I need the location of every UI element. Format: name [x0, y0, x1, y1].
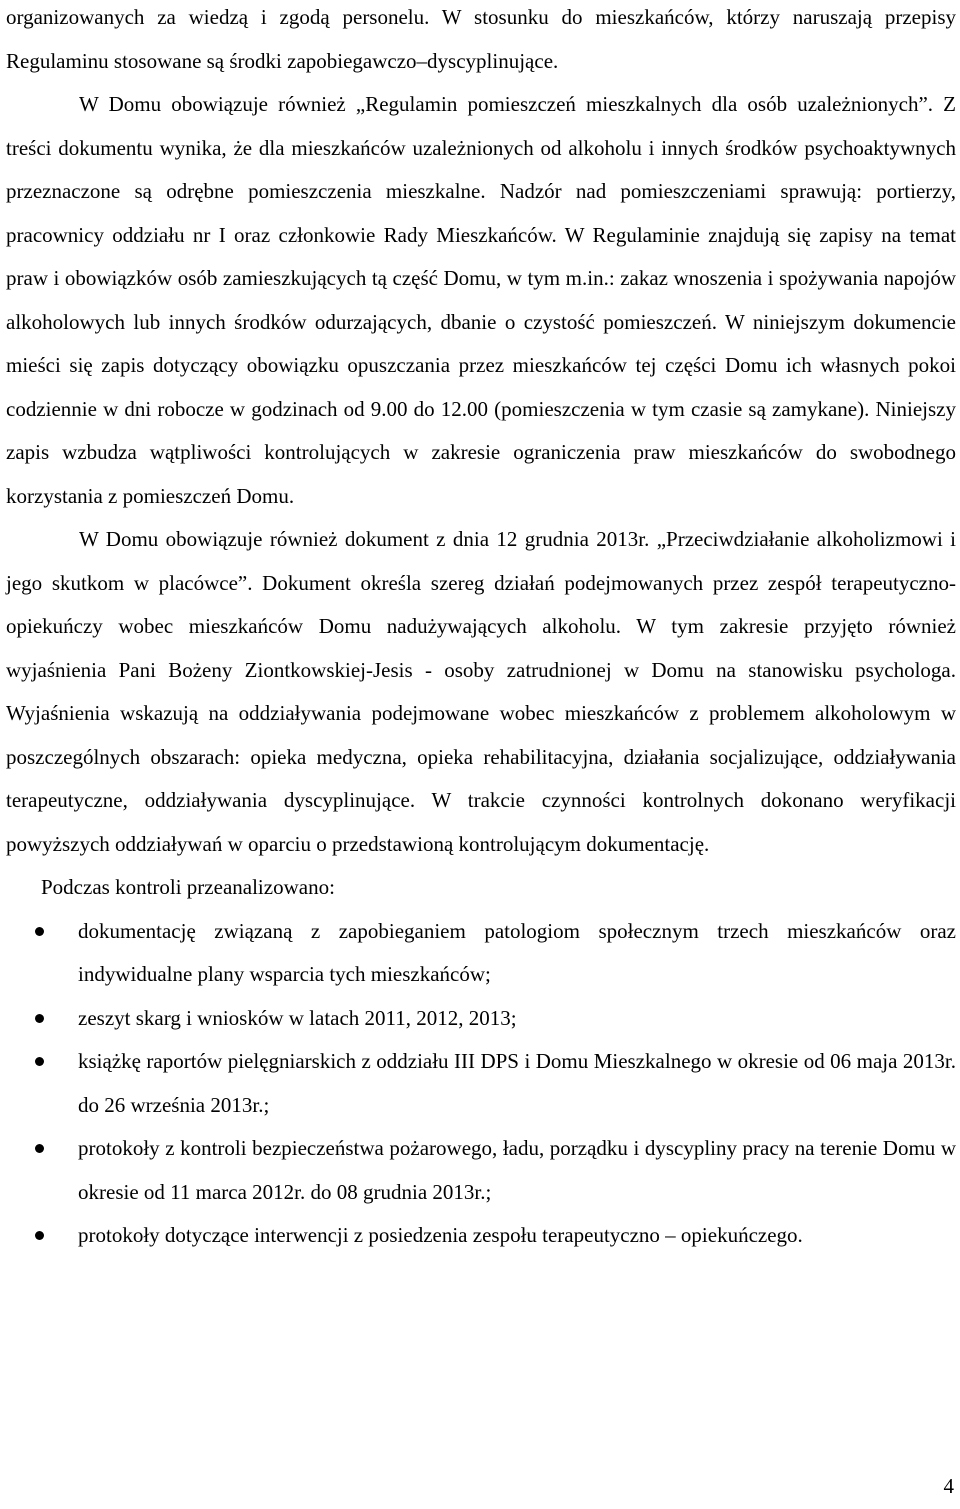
list-item-text: protokoły z kontroli bezpieczeństwa pożarowego, ładu, porządku i dyscypliny pracy na terenie Domu w okresie od 11 marca 2012r. do 08 grudnia 2013r.; [78, 1136, 956, 1204]
document-page [6, 0, 956, 1258]
list-item-text: zeszyt skarg i wniosków w latach 2011, 2012, 2013; [78, 1005, 517, 1030]
paragraph-3: W Domu obowiązuje również dokument z dnia 12 grudnia 2013r. „Przeciwdziałanie alkoholizmowi i jego skutkom w placówce”. Dokument określa szereg działań podejmowanych przez zespół terapeutyczno-opiekuńczy wobec mieszkańców Domu nadużywających alkoholu. W tym zakresie przyjęto również wyjaśnienia Pani Bożeny Ziontkowskiej-Jesis - osoby zatrudnionej w Domu na stanowisku psychologa. Wyjaśnienia wskazują na oddziaływania podejmowane wobec mieszkańców z problemem alkoholowym w poszczególnych obszarach: opieka medyczna, opieka rehabilitacyjna, działania socjalizujące, oddziaływania terapeutyczne, oddziaływania dyscyplinujące. W trakcie czynności kontrolnych dokonano weryfikacji powyższych oddziaływań w oparciu o przedstawioną kontrolującym dokumentację. [6, 527, 956, 856]
list-item [6, 1214, 956, 1258]
bullet-icon [35, 1014, 44, 1023]
analyzed-documents-list [6, 910, 956, 1258]
list-item [6, 1127, 956, 1214]
list-item-text: dokumentację związaną z zapobieganiem patologiom społecznym trzech mieszkańców oraz indywidualne plany wsparcia tych mieszkańców; [78, 918, 956, 986]
list-item [6, 997, 956, 1041]
list-intro: Podczas kontroli przeanalizowano: [41, 875, 335, 899]
page-number: 4 [943, 1474, 954, 1498]
bullet-icon [35, 927, 44, 936]
paragraph-1: organizowanych za wiedzą i zgodą personelu. W stosunku do mieszkańców, którzy naruszają przepisy Regulaminu stosowane są środki zapobiegawczo–dyscyplinujące. [6, 5, 956, 73]
bullet-icon [35, 1231, 44, 1240]
list-item [6, 910, 956, 997]
list-item [6, 1040, 956, 1127]
paragraph-2: W Domu obowiązuje również „Regulamin pomieszczeń mieszkalnych dla osób uzależnionych”. Z treści dokumentu wynika, że dla mieszkańców uzależnionych od alkoholu i innych środków psychoaktywnych przeznaczone są odrębne pomieszczenia mieszkalne. Nadzór nad pomieszczeniami sprawują: portierzy, pracownicy oddziału nr I oraz członkowie Rady Mieszkańców. W Regulaminie znajdują się zapisy na temat praw i obowiązków osób zamieszkujących tą część Domu, w tym m.in.: zakaz wnoszenia i spożywania napojów alkoholowych lub innych środków odurzających, dbanie o czystość pomieszczeń. W niniejszym dokumencie mieści się zapis dotyczący obowiązku opuszczania przez mieszkańców tej części Domu ich własnych pokoi codziennie w dni robocze w godzinach od 9.00 do 12.00 (pomieszczenia w tym czasie są zamykane). Niniejszy zapis wzbudza wątpliwości kontrolujących w zakresie ograniczenia praw mieszkańców do swobodnego korzystania z pomieszczeń Domu. [6, 92, 956, 508]
list-item-text: książkę raportów pielęgniarskich z oddziału III DPS i Domu Mieszkalnego w okresie od 06 maja 2013r. do 26 września 2013r.; [78, 1049, 956, 1117]
bullet-icon [35, 1057, 44, 1066]
bullet-icon [35, 1144, 44, 1153]
list-item-text: protokoły dotyczące interwencji z posiedzenia zespołu terapeutyczno – opiekuńczego. [78, 1223, 803, 1247]
